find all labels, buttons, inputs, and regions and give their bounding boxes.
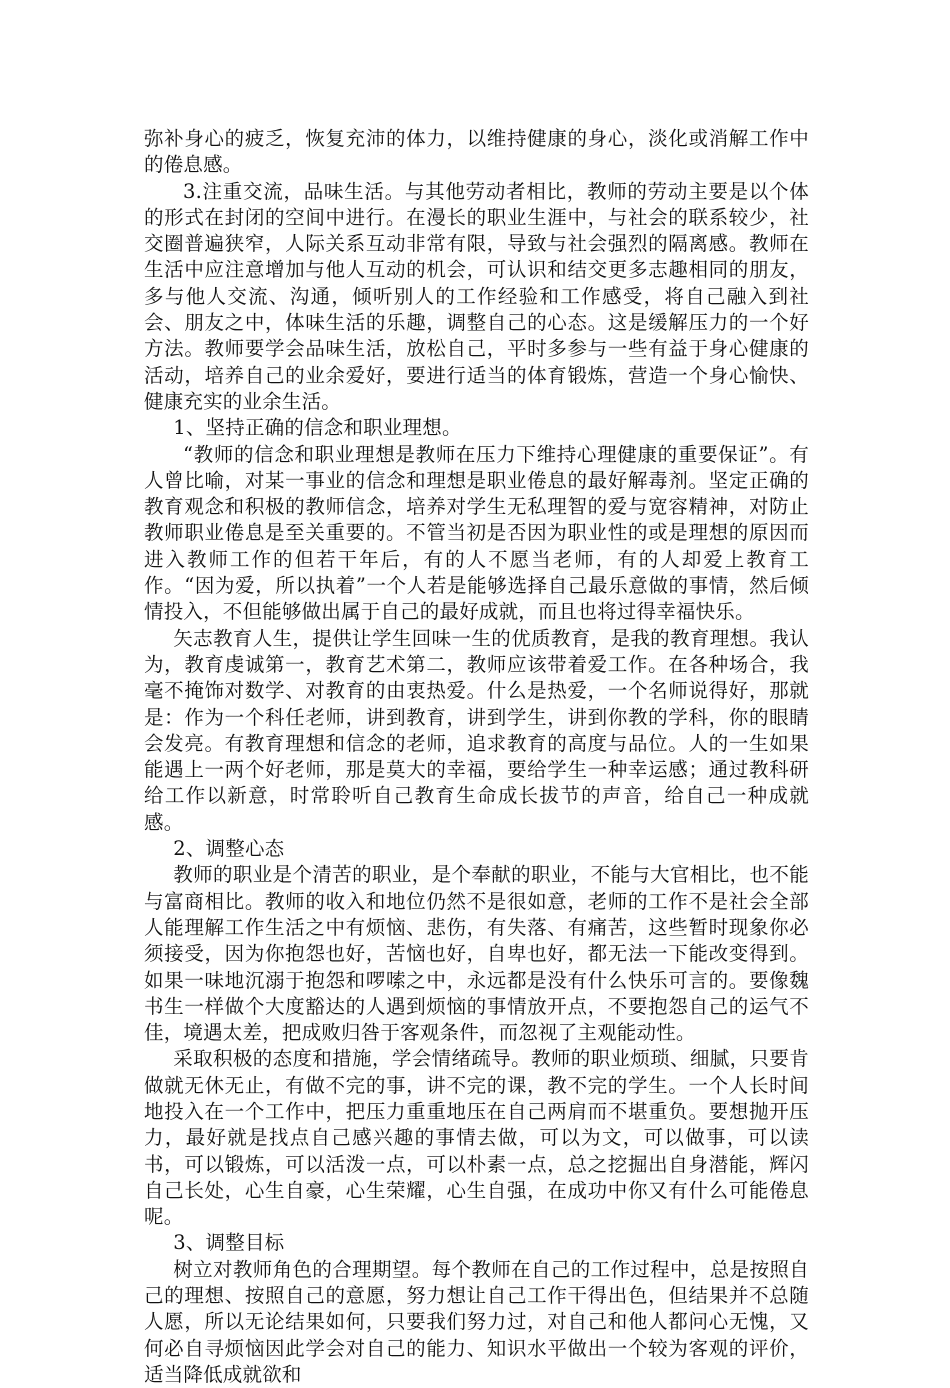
paragraph-mindset: 教师的职业是个清苦的职业，是个奉献的职业，不能与大官相比，也不能与富商相比。教师的收入和地位仍然不是很如意，老师的工作不是社会全部人能理解工作生活之中有烦恼、悲伤，有失落、有痛苦，这些暂时现象你必须接受，因为你抱怨也好，苦恼也好，自卑也好，都无法一下能改变得到。如果一味地沉溺于抱怨和啰嗦之中，永远都是没有什么快乐可言的。要像魏书生一样做个大度豁达的人遇到烦恼的事情放开点，不要抱怨自己的运气不佳，境遇太差，把成败归咎于客观条件，而忽视了主观能动性。 (144, 863, 809, 1045)
section-heading-belief: 1、坚持正确的信念和职业理想。 (173, 416, 462, 440)
paragraph-education-ideal: 矢志教育人生，提供让学生回味一生的优质教育，是我的教育理想。我认为，教育虔诚第一，教育艺术第二，教师应该带着爱工作。在各种场合，我毫不掩饰对数学、对教育的由衷热爱。什么是热爱，一个名师说得好，那就是：作为一个科任老师，讲到教育，讲到学生，讲到你教的学科，你的眼睛会发亮。有教育理想和信念的老师，追求教育的高度与品位。人的一生如果能遇上一两个好老师，那是莫大的幸福，要给学生一种幸运感；通过教科研给工作以新意，时常聆听自己教育生命成长拔节的声音，给自己一种成就感。 (144, 626, 809, 834)
section-heading-goals: 3、调整目标 (173, 1231, 285, 1255)
paragraph-belief: “教师的信念和职业理想是教师在压力下维持心理健康的重要保证”。有人曾比喻，对某一事业的信念和理想是职业倦息的最好解毒剂。坚定正确的教育观念和积极的教师信念，培养对学生无私理智的爱与宽容精神，对防止教师职业倦息是至关重要的。不管当初是否因为职业性的或是理想的原因而进入教师工作的但若干年后，有的人不愿当老师，有的人却爱上教育工作。“因为爱，所以执着”一个人若是能够选择自己最乐意做的事情，然后倾情投入，不但能够做出属于自己的最好成就，而且也将过得幸福快乐。 (144, 442, 809, 624)
paragraph-continuation: 弥补身心的疲乏，恢复充沛的体力，以维持健康的身心，淡化或消解工作中的倦息感。 (144, 127, 809, 177)
section-heading-mindset: 2、调整心态 (173, 837, 285, 861)
paragraph-communication: 3.注重交流，品味生活。与其他劳动者相比，教师的劳动主要是以个体的形式在封闭的空间中进行。在漫长的职业生涯中，与社会的联系较少，社交圈普遍狭窄，人际关系互动非常有限，导致与社会强烈的隔离感。教师在生活中应注意增加与他人互动的机会，可认识和结交更多志趣相同的朋友，多与他人交流、沟通，倾听别人的工作经验和工作感受，将自己融入到社会、朋友之中，体味生活的乐趣，调整自己的心态。这是缓解压力的一个好方法。教师要学会品味生活，放松自己，平时多参与一些有益于身心健康的活动，培养自己的业余爱好，要进行适当的体育锻炼，营造一个身心愉快、健康充实的业余生活。 (144, 179, 809, 413)
paragraph-goals: 树立对教师角色的合理期望。每个教师在自己的工作过程中，总是按照自己的理想、按照自己的意愿，努力想让自己工作干得出色，但结果并不总随人愿，所以无论结果如何，只要我们努力过，对自己和他人都问心无愧，又何必自寻烦恼因此学会对自己的能力、知识水平做出一个较为客观的评价，适当降低成就欲和 (144, 1257, 809, 1386)
document-body (144, 126, 809, 1388)
paragraph-emotion: 采取积极的态度和措施，学会情绪疏导。教师的职业烦琐、细腻，只要肯做就无休无止，有做不完的事，讲不完的课，教不完的学生。一个人长时间地投入在一个工作中，把压力重重地压在自己两肩而不堪重负。要想抛开压力，最好就是找点自己感兴趣的事情去做，可以为文，可以做事，可以读书，可以锻炼，可以活泼一点，可以朴素一点，总之挖掘出自身潜能，辉闪自己长处，心生自豪，心生荣耀，心生自强，在成功中你又有什么可能倦息呢。 (144, 1047, 809, 1229)
